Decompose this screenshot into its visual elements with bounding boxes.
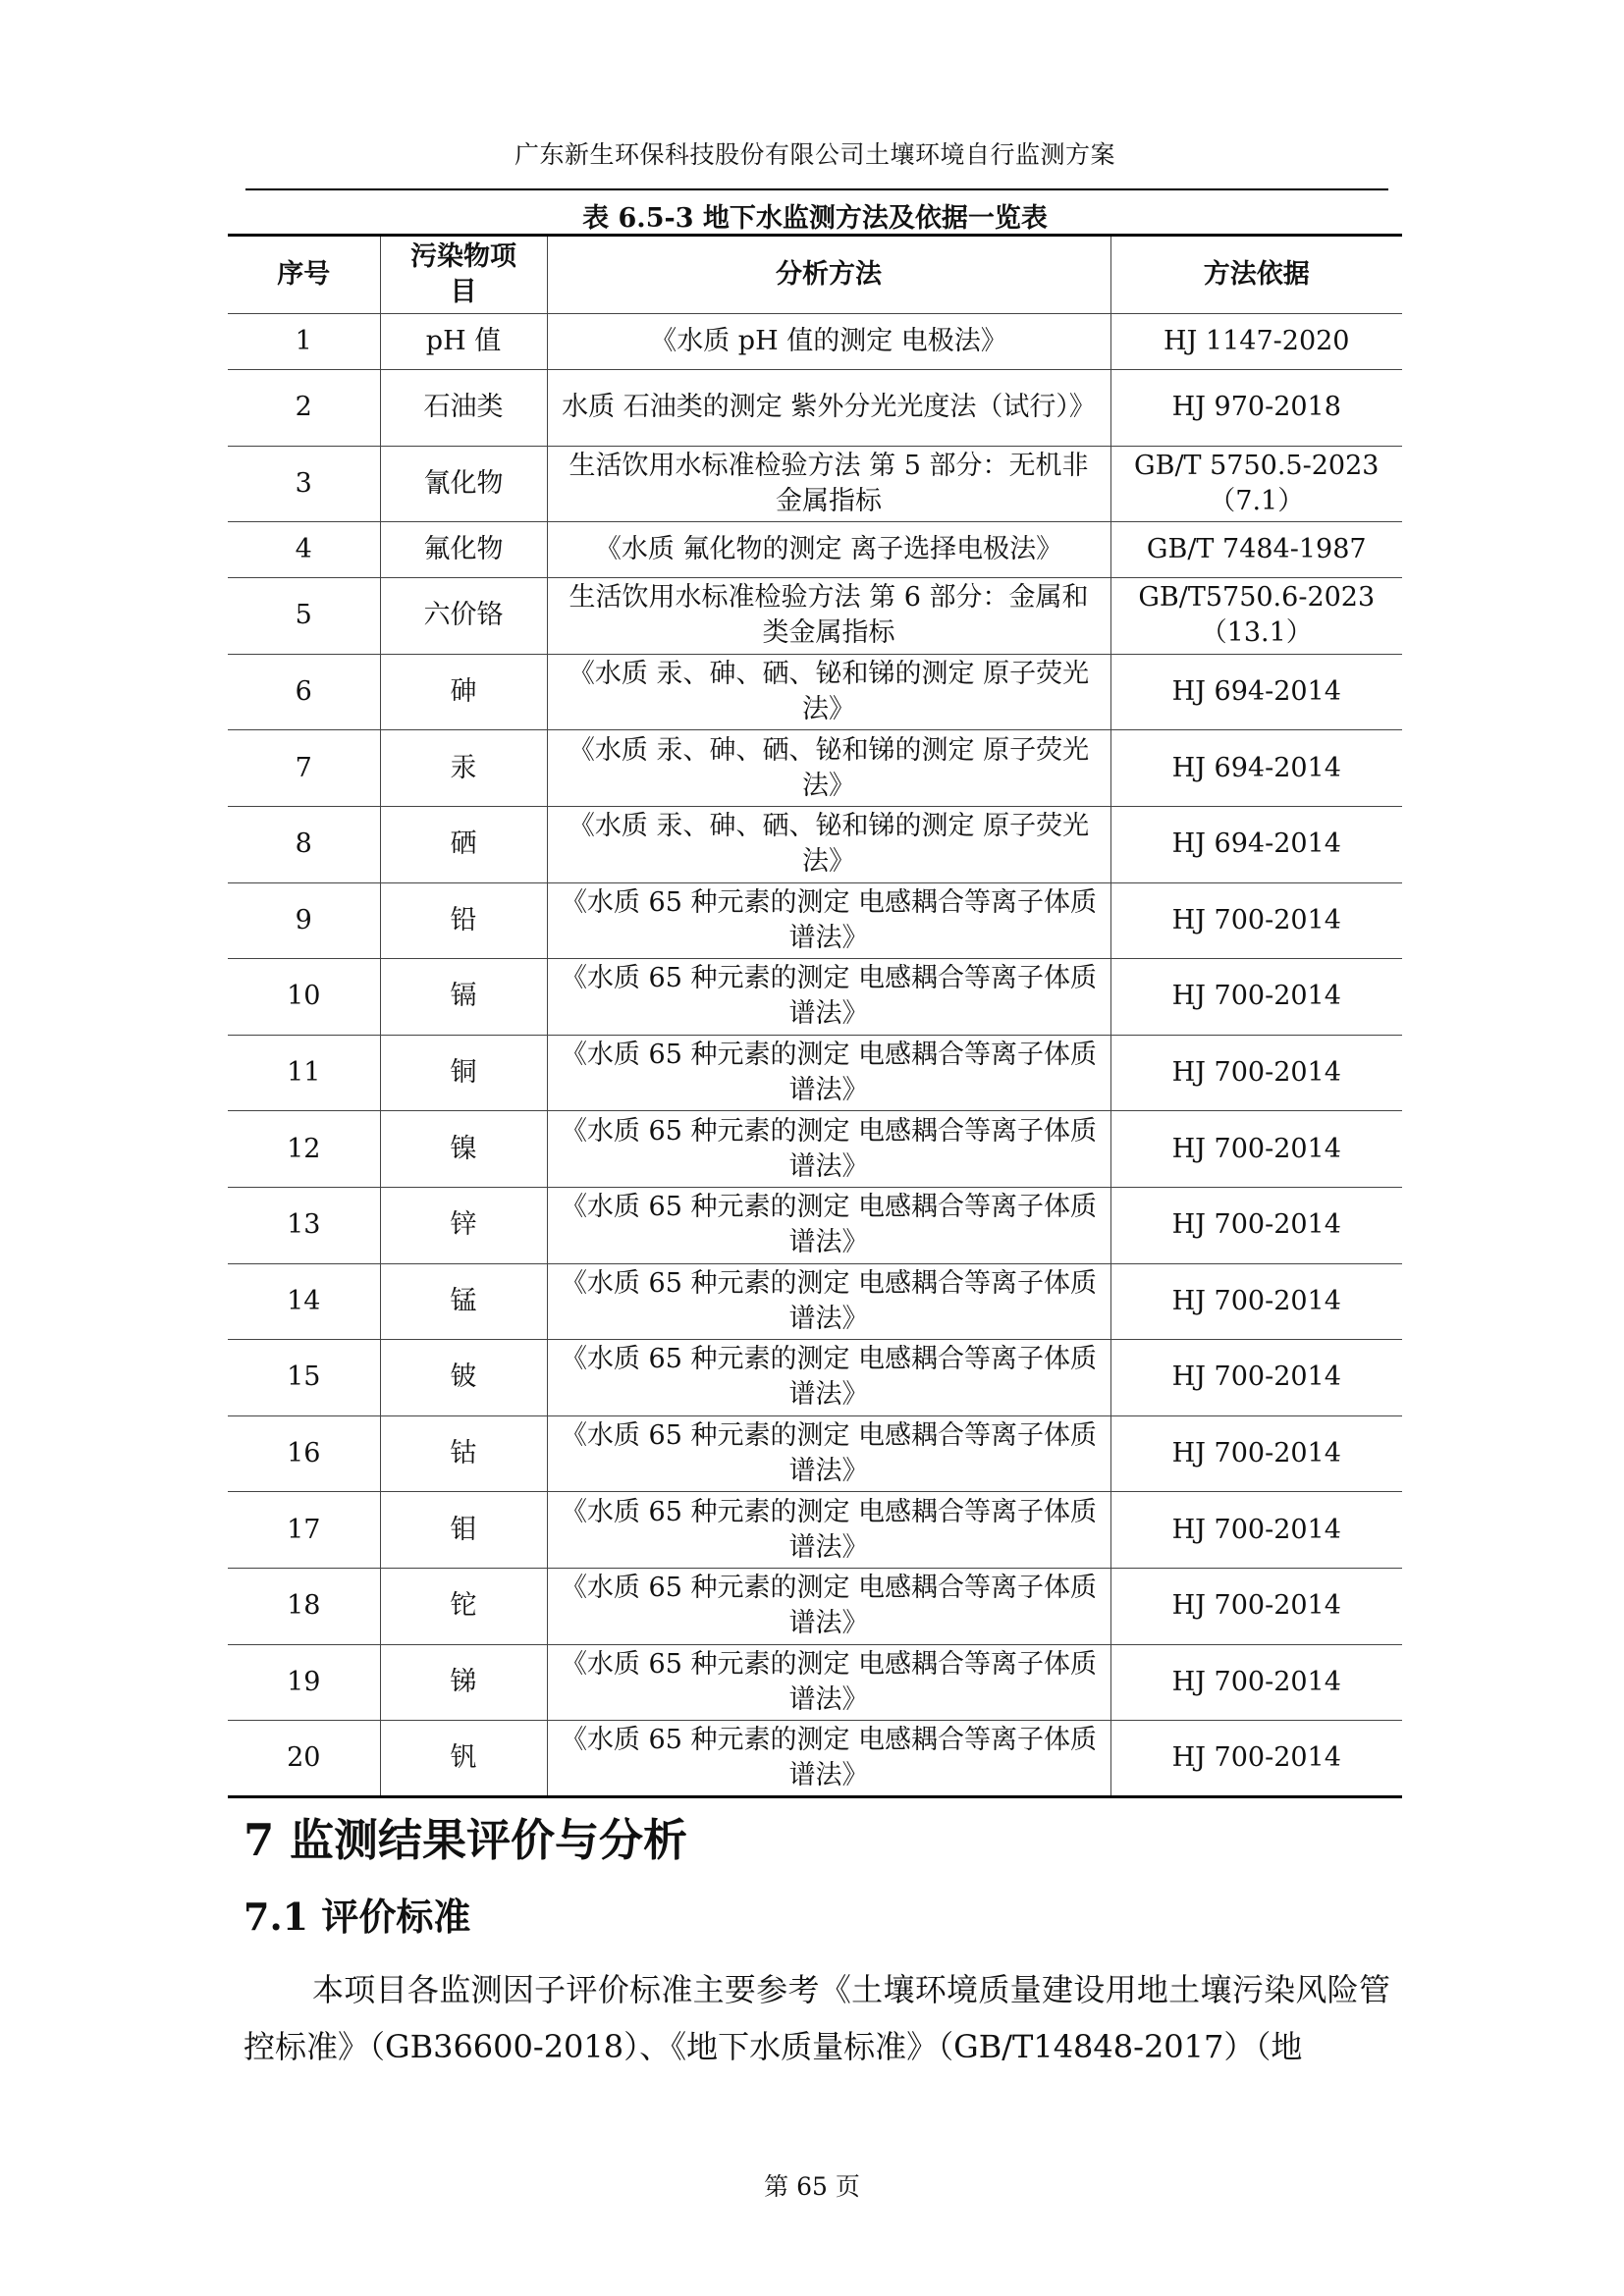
cell-no: 18 [228, 1568, 380, 1644]
cell-item: 砷 [380, 654, 547, 730]
body-paragraph: 本项目各监测因子评价标准主要参考《土壤环境质量建设用地土壤污染风险管控标准》（GB36600-2018）、《地下水质量标准》（GB/T14848-2017）（地 [244, 1971, 1390, 2065]
cell-method: 《水质 65 种元素的测定 电感耦合等离子体质谱法》 [547, 1111, 1110, 1188]
table-row [228, 806, 1402, 882]
cell-item: 汞 [380, 730, 547, 807]
cell-basis: HJ 700-2014 [1110, 1111, 1402, 1188]
cell-no: 6 [228, 654, 380, 730]
cell-method: 《水质 65 种元素的测定 电感耦合等离子体质谱法》 [547, 1492, 1110, 1569]
header-rule [245, 188, 1388, 190]
table-row [228, 959, 1402, 1036]
cell-basis: HJ 700-2014 [1110, 1415, 1402, 1492]
cell-method: 《水质 汞、砷、硒、铋和锑的测定 原子荧光法》 [547, 806, 1110, 882]
cell-basis: HJ 694-2014 [1110, 730, 1402, 807]
table-row [228, 730, 1402, 807]
cell-no: 16 [228, 1415, 380, 1492]
page-number: 第 65 页 [764, 2172, 860, 2201]
cell-method: 《水质 65 种元素的测定 电感耦合等离子体质谱法》 [547, 1340, 1110, 1416]
cell-basis: GB/T5750.6-2023（13.1） [1110, 578, 1402, 655]
table-row [228, 654, 1402, 730]
cell-no: 12 [228, 1111, 380, 1188]
cell-no: 5 [228, 578, 380, 655]
cell-item: 铍 [380, 1340, 547, 1416]
cell-item: 锌 [380, 1187, 547, 1263]
cell-method: 《水质 pH 值的测定 电极法》 [547, 314, 1110, 370]
cell-basis: GB/T 7484-1987 [1110, 522, 1402, 578]
cell-method: 《水质 65 种元素的测定 电感耦合等离子体质谱法》 [547, 1187, 1110, 1263]
cell-no: 20 [228, 1721, 380, 1797]
cell-basis: HJ 700-2014 [1110, 1492, 1402, 1569]
col-header-item: 污染物项目 [380, 236, 547, 314]
table-row [228, 1187, 1402, 1263]
table-row [228, 446, 1402, 522]
cell-item: pH 值 [380, 314, 547, 370]
cell-no: 8 [228, 806, 380, 882]
cell-item: 铜 [380, 1035, 547, 1111]
cell-item: 铊 [380, 1568, 547, 1644]
cell-no: 19 [228, 1644, 380, 1721]
cell-method: 《水质 65 种元素的测定 电感耦合等离子体质谱法》 [547, 1415, 1110, 1492]
cell-item: 锑 [380, 1644, 547, 1721]
cell-basis: HJ 700-2014 [1110, 1340, 1402, 1416]
cell-item: 钴 [380, 1415, 547, 1492]
cell-basis: HJ 694-2014 [1110, 806, 1402, 882]
subsection-heading: 7.1 评价标准 [244, 1895, 471, 1939]
col-header-no: 序号 [228, 236, 380, 314]
page-header: 广东新生环保科技股份有限公司土壤环境自行监测方案 [514, 140, 1115, 169]
cell-no: 9 [228, 882, 380, 959]
cell-no: 4 [228, 522, 380, 578]
cell-basis: HJ 700-2014 [1110, 1035, 1402, 1111]
cell-method: 《水质 65 种元素的测定 电感耦合等离子体质谱法》 [547, 1035, 1110, 1111]
section-heading: 7 监测结果评价与分析 [244, 1814, 687, 1866]
cell-method: 《水质 氟化物的测定 离子选择电极法》 [547, 522, 1110, 578]
cell-no: 13 [228, 1187, 380, 1263]
table-row [228, 1415, 1402, 1492]
cell-no: 3 [228, 446, 380, 522]
table-title: 表 6.5-3 地下水监测方法及依据一览表 [582, 203, 1048, 234]
cell-item: 镍 [380, 1111, 547, 1188]
table-row [228, 522, 1402, 578]
cell-method: 《水质 65 种元素的测定 电感耦合等离子体质谱法》 [547, 1644, 1110, 1721]
table-row [228, 1340, 1402, 1416]
table-row [228, 1492, 1402, 1569]
table-row [228, 314, 1402, 370]
cell-method: 水质 石油类的测定 紫外分光光度法（试行）》 [547, 370, 1110, 447]
cell-basis: HJ 700-2014 [1110, 1721, 1402, 1797]
cell-method: 《水质 汞、砷、硒、铋和锑的测定 原子荧光法》 [547, 730, 1110, 807]
table-row [228, 370, 1402, 447]
cell-method: 《水质 65 种元素的测定 电感耦合等离子体质谱法》 [547, 1263, 1110, 1340]
table-row [228, 882, 1402, 959]
cell-item: 钒 [380, 1721, 547, 1797]
cell-basis: HJ 700-2014 [1110, 882, 1402, 959]
cell-method: 《水质 65 种元素的测定 电感耦合等离子体质谱法》 [547, 882, 1110, 959]
col-header-basis: 方法依据 [1110, 236, 1402, 314]
cell-basis: HJ 700-2014 [1110, 1568, 1402, 1644]
cell-no: 14 [228, 1263, 380, 1340]
cell-method: 《水质 汞、砷、硒、铋和锑的测定 原子荧光法》 [547, 654, 1110, 730]
col-header-method: 分析方法 [547, 236, 1110, 314]
cell-method: 《水质 65 种元素的测定 电感耦合等离子体质谱法》 [547, 1721, 1110, 1797]
cell-method: 《水质 65 种元素的测定 电感耦合等离子体质谱法》 [547, 1568, 1110, 1644]
cell-item: 镉 [380, 959, 547, 1036]
cell-no: 17 [228, 1492, 380, 1569]
cell-basis: HJ 700-2014 [1110, 959, 1402, 1036]
cell-method: 生活饮用水标准检验方法 第 6 部分：金属和类金属指标 [547, 578, 1110, 655]
table-row [228, 1721, 1402, 1797]
cell-item: 六价铬 [380, 578, 547, 655]
cell-item: 氰化物 [380, 446, 547, 522]
cell-basis: HJ 1147-2020 [1110, 314, 1402, 370]
monitoring-methods-table [228, 234, 1402, 1798]
cell-no: 1 [228, 314, 380, 370]
cell-basis: HJ 694-2014 [1110, 654, 1402, 730]
table-row [228, 1263, 1402, 1340]
table-row [228, 1111, 1402, 1188]
cell-item: 铅 [380, 882, 547, 959]
table-header-row [228, 236, 1402, 314]
cell-no: 15 [228, 1340, 380, 1416]
cell-no: 2 [228, 370, 380, 447]
cell-method: 《水质 65 种元素的测定 电感耦合等离子体质谱法》 [547, 959, 1110, 1036]
cell-item: 石油类 [380, 370, 547, 447]
cell-method: 生活饮用水标准检验方法 第 5 部分：无机非金属指标 [547, 446, 1110, 522]
cell-item: 锰 [380, 1263, 547, 1340]
cell-no: 10 [228, 959, 380, 1036]
table-row [228, 1568, 1402, 1644]
cell-item: 硒 [380, 806, 547, 882]
cell-basis: HJ 700-2014 [1110, 1263, 1402, 1340]
cell-basis: HJ 700-2014 [1110, 1644, 1402, 1721]
table-row [228, 1644, 1402, 1721]
table-row [228, 578, 1402, 655]
cell-basis: GB/T 5750.5-2023（7.1） [1110, 446, 1402, 522]
cell-basis: HJ 970-2018 [1110, 370, 1402, 447]
table-row [228, 1035, 1402, 1111]
cell-item: 氟化物 [380, 522, 547, 578]
cell-item: 钼 [380, 1492, 547, 1569]
cell-no: 7 [228, 730, 380, 807]
cell-basis: HJ 700-2014 [1110, 1187, 1402, 1263]
cell-no: 11 [228, 1035, 380, 1111]
